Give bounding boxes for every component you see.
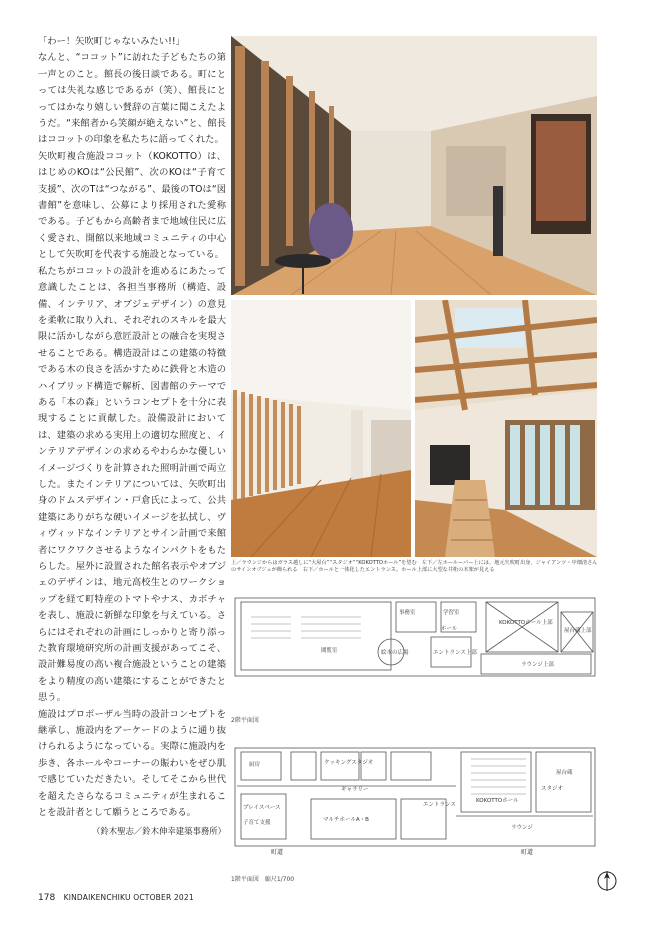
- plan-label-office: 事務室: [399, 610, 416, 616]
- plan-label-butai: 屋台蔵上部: [564, 628, 592, 634]
- floor-plan-2f: [231, 592, 599, 684]
- plan-label-studio: スタジオ: [541, 786, 564, 792]
- page-footer: [38, 893, 194, 903]
- plan-label-road-east: 町道: [521, 849, 534, 856]
- floor-plan-1f-caption: 1階平面図 縮尺1/700: [231, 876, 295, 883]
- article-credit: （鈴木聖志／鈴木伸幸建築事務所）: [92, 825, 226, 836]
- photo-caption: 上／ラウンジからはガラス越しに“大屋台”“スタジオ”“KOKOTTOホール”を望む 左下／左ホールーバー上には、地元矢吹町出身、ジャイアンツ・中畑清さんのサインオブジェが飾られる 右下／ホールと一体化したエントランス。ホール上部に大型な井桁の木架が見える: [231, 560, 598, 573]
- plan-label-road-west: 町道: [271, 849, 284, 856]
- plan-label-lounge-1f: ラウンジ: [511, 825, 533, 831]
- plan-label-lounge: ラウンジ上部: [521, 662, 554, 668]
- page-number: 178: [38, 893, 56, 903]
- plan-label-kokotto-hall: KOKOTTOホール上部: [499, 620, 553, 626]
- article-paragraph: 私たちがココットの設計を進めるにあたって意識したことは、各担当事務所（構造、設備、インテリア、オブジェデザイン）の意見を柔軟に取り入れ、それぞれのスキルを最大限に活かしながら意匠設計との融合を実現させることである。構造設計はこの建築の特徴である木の良さを活かすために鉄骨と木造のハイブリッド構造で解析、図書館のテーマである「本の森」というコンセプトを十分に表現することに貢献した。設備設計においては、建築の求める実用上の適切な照度と、インテリアデザインの求めるやわらかな優しいイメージづくりを計算された照明計画で両立した。またインテリアについては、矢吹町出身のドムスデザイン・戸倉氏によって、公共建築にありがちな硬いイメージを払拭し、ヴィヴィッドなインテリアとサイン計画で来館者にワクワクさせるようなインパクトをもたらした。屋外に設置された館名表示やオブジェのデザインは、地元高校生とのワークショップを経て町特産のトマトやナス、カボチャを表し、施設に新鮮な印象を与えている。さらにはそれぞれの計画にしっかりと寄り添った教育環境研究所の計画支援があってこそ、設計難易度の高い複合施設ということの建築をより精度の高い建築にすることができたと思う。: [38, 265, 226, 704]
- article-paragraph: 矢吹町複合施設ココット（KOKOTTO）は、はじめのKOは“公民館”、次のKOは“子育て支援”、次のTは“つながる”、最後のTOは“図書館”を意味し、公募により採用された愛称である。子どもから高齢者まで地域住民に広く愛され、開館以来地域コミュニティの中心として矢吹町を代表する施設となっている。: [38, 150, 226, 261]
- floor-plan-2f-caption: 2階平面図: [231, 717, 259, 724]
- floor-plan-1f: [231, 744, 599, 856]
- article-body: [38, 34, 226, 838]
- entrance-photo: [415, 300, 597, 557]
- plan-label-gallery: ギャラリー: [341, 787, 369, 793]
- plan-label-ehon: 絵本の広場: [381, 650, 409, 656]
- plan-label-cooking: クッキングスタジオ: [324, 760, 374, 766]
- plan-label-butai-1f: 屋台蔵: [556, 770, 573, 776]
- article-paragraph: 施設はプロポーザル当時の設計コンセプトを継承し、施設内をアーケードのように通り抜けられるようになっている。実際に施設内を歩き、各ホールやコーナーの賑わいをぜひ肌で感じていただきたい。そしてそこから世代を超えたさらなるコミュニティが生まれることを設計者として願うところである。: [38, 708, 226, 819]
- magazine-name: KINDAIKENCHIKU OCTOBER 2021: [63, 893, 194, 902]
- plan-label-kokotto-hall-1f: KOKOTTOホール: [476, 798, 519, 804]
- plan-label-hall: ホール: [441, 626, 458, 632]
- plan-label-reading: 閲覧室: [321, 648, 338, 654]
- plan-label-multi-hall: マルチホールA・B: [323, 817, 369, 823]
- plan-label-kids: 子育て支援: [243, 820, 271, 826]
- plan-label-entrance: エントランス上部: [433, 650, 477, 656]
- plan-label-kitchen: 厨房: [249, 762, 261, 768]
- north-arrow-icon: [596, 870, 618, 892]
- lounge-photo: [231, 36, 597, 295]
- plan-label-entrance-1f: エントランス: [423, 802, 456, 808]
- louver-photo: [231, 300, 411, 557]
- article-paragraph: 「わー！矢吹町じゃないみたい!!」: [38, 36, 185, 47]
- plan-label-playspace: プレイスペース: [243, 805, 281, 811]
- article-paragraph: なんと、“ココット”に訪れた子どもたちの第一声とのこと。館長の後日談である。町にとっては失礼な感じであるが（笑）、館長にとってはかなり嬉しい賛辞の言葉に聞こえたようだ。“来館者から笑顔が絶えない”と、館長はココットの印象を私たちに語ってくれた。: [38, 52, 226, 146]
- plan-label-study: 学習室: [443, 610, 460, 616]
